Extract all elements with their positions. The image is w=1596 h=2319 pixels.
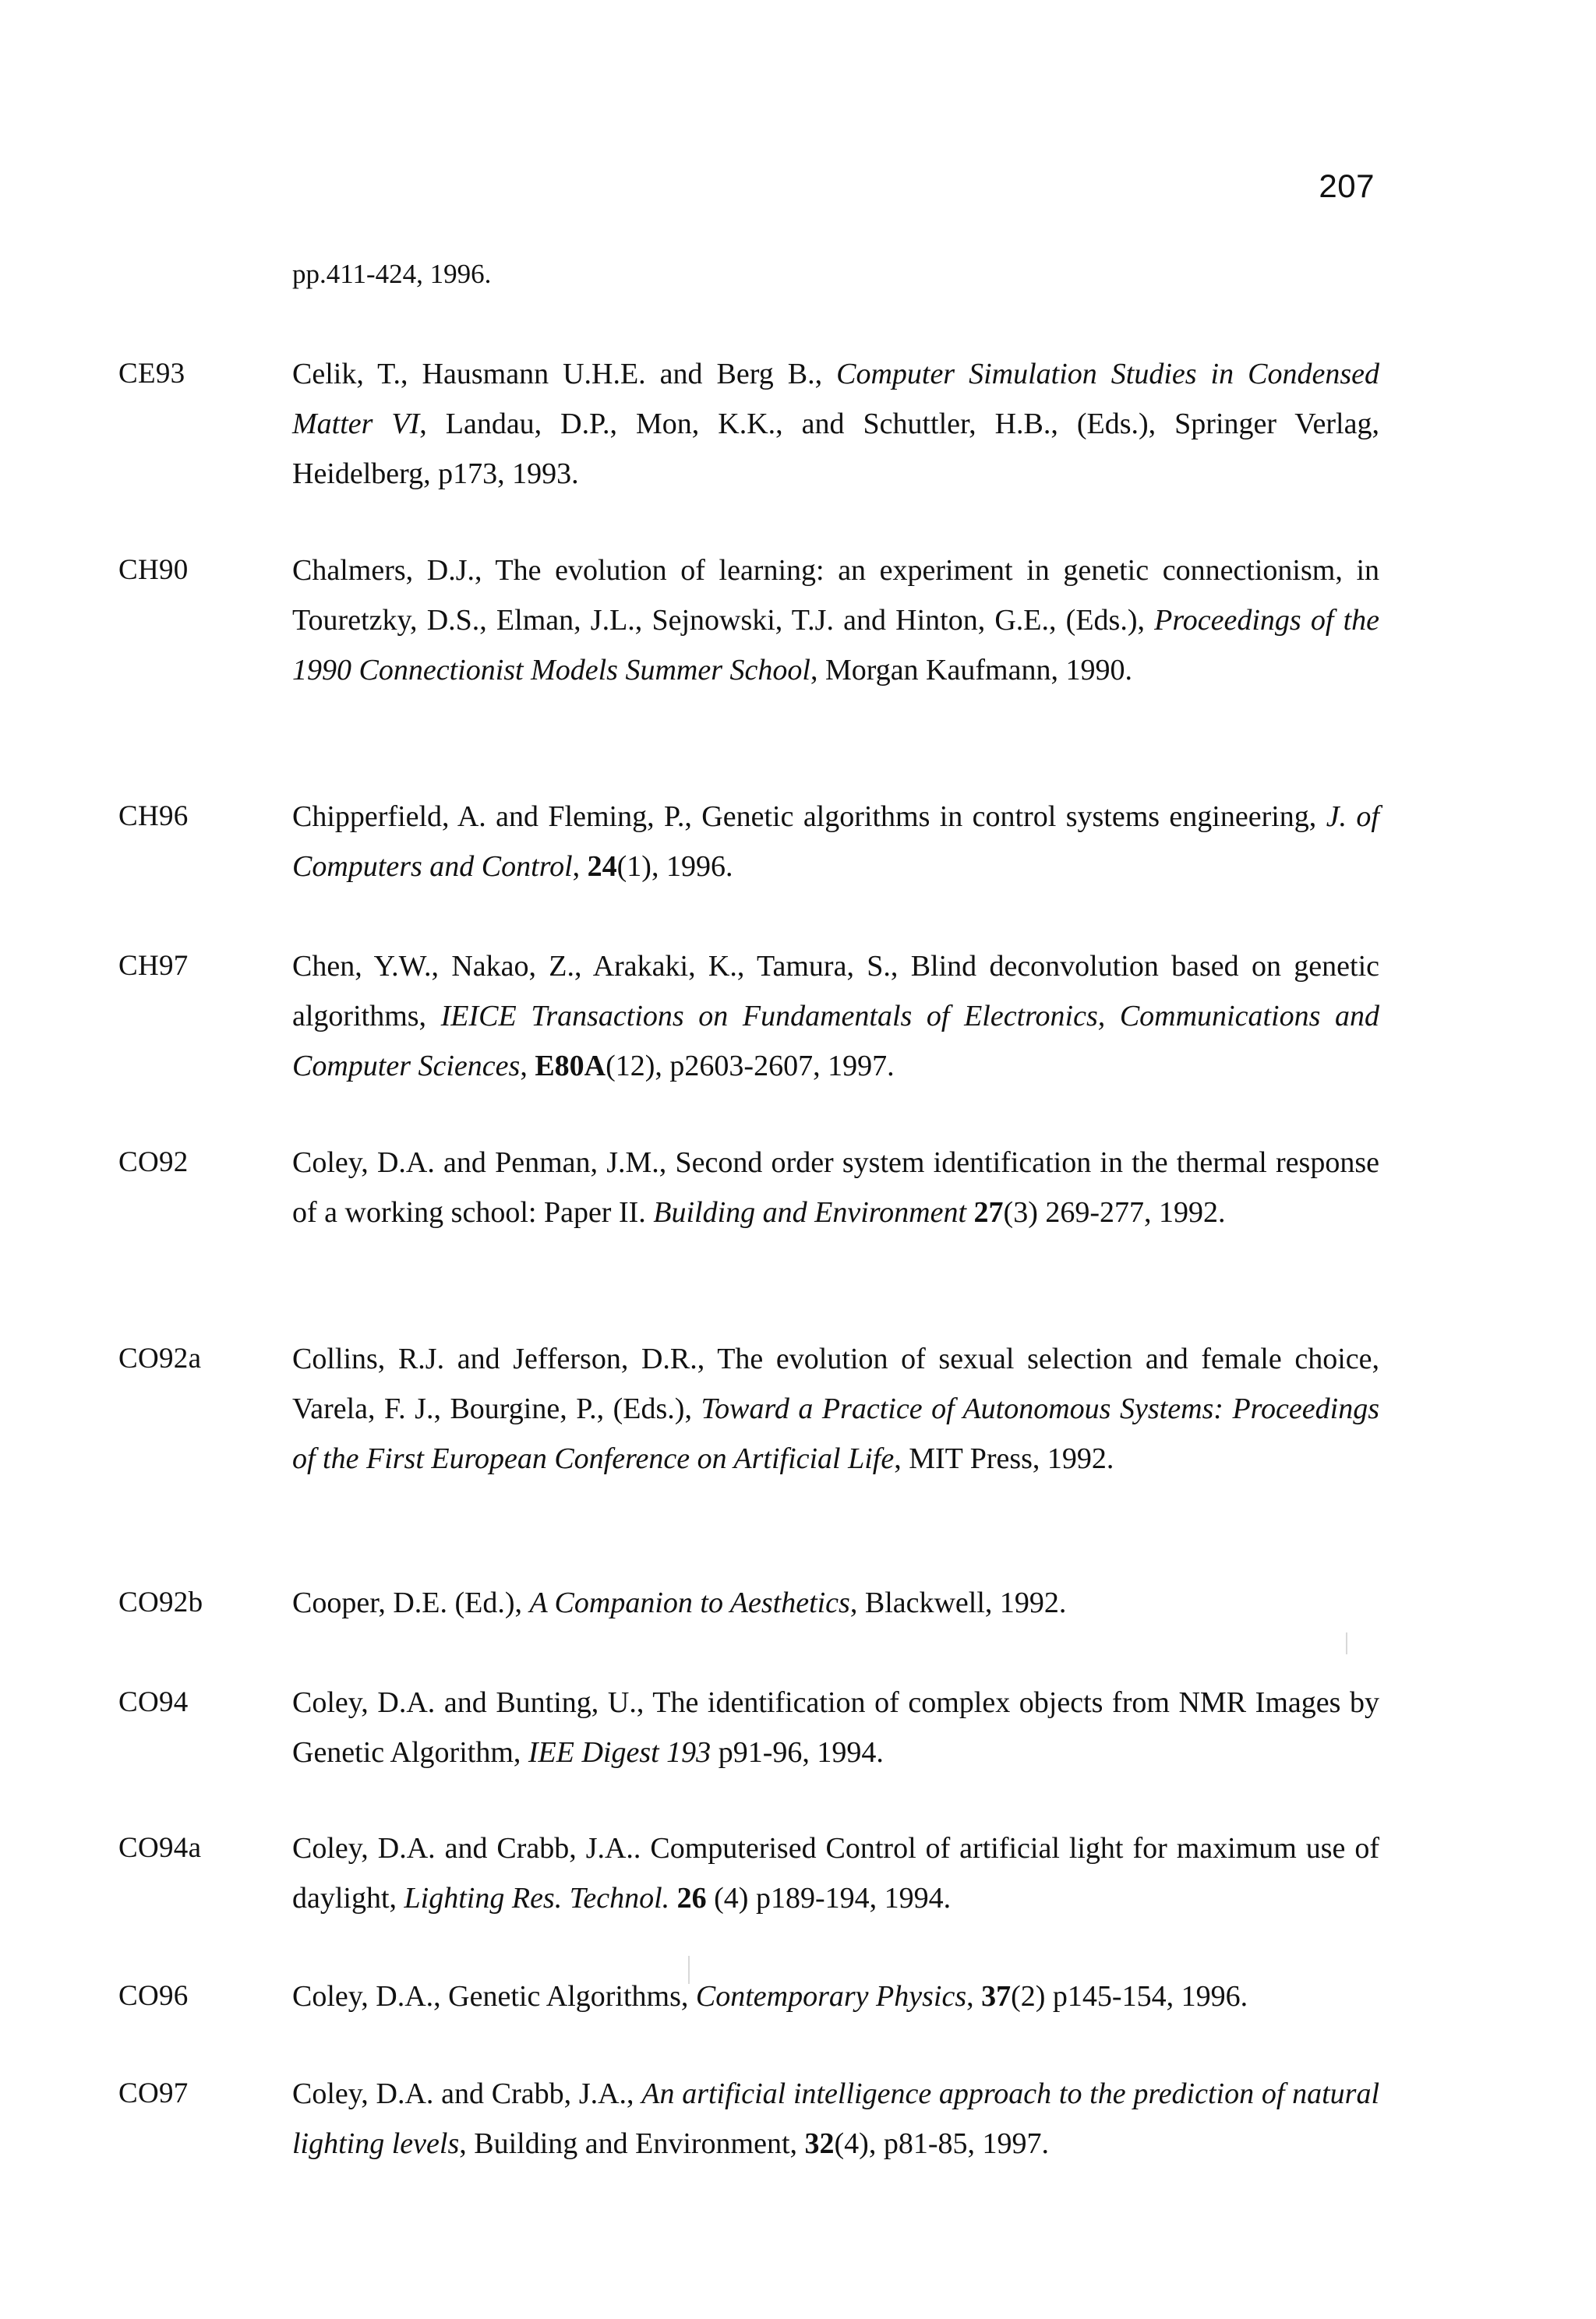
reference-text: Collins, R.J. and Jefferson, D.R., The evolution of sexual selection and female choice, Varela, F. J., Bourgine, P., (Eds.), Toward a Practice of Autonomous Systems: Proceedings of the First European Conference on Artificial Life, MIT Press, 1992.: [292, 1343, 1379, 1475]
reference-text: Coley, D.A. and Crabb, J.A.. Computerised Control of artificial light for maximum use of daylight, Lighting Res. Technol. 26 (4) p189-194, 1994.: [292, 1832, 1379, 1915]
reference-text: Coley, D.A. and Penman, J.M., Second order system identification in the thermal response of a working school: Paper II. Building and Environment 27(3) 269-277, 1992.: [292, 1146, 1379, 1229]
reference-key: CO94a: [118, 1832, 202, 1864]
reference-key: CH97: [118, 950, 189, 982]
reference-text: Cooper, D.E. (Ed.), A Companion to Aesthetics, Blackwell, 1992.: [292, 1587, 1067, 1619]
continuation-line: pp.411-424, 1996.: [292, 259, 492, 289]
page-number: 207: [1319, 168, 1375, 204]
reference-text: Coley, D.A. and Crabb, J.A., An artificial intelligence approach to the prediction of natural lighting levels, Building and Environment, 32(4), p81-85, 1997.: [292, 2077, 1380, 2160]
reference-text: Coley, D.A., Genetic Algorithms, Contemporary Physics, 37(2) p145-154, 1996.: [292, 1980, 1248, 2013]
reference-key: CO94: [118, 1686, 189, 1718]
reference-key: CO92b: [118, 1587, 203, 1618]
reference-text: Coley, D.A. and Bunting, U., The identification of complex objects from NMR Images by Genetic Algorithm, IEE Digest 193 p91-96, 1994.: [292, 1686, 1379, 1769]
reference-key: CO92a: [118, 1343, 202, 1375]
reference-text: Chen, Y.W., Nakao, Z., Arakaki, K., Tamura, S., Blind deconvolution based on genetic algorithms, IEICE Transactions on Fundamentals of Electronics, Communications and Computer Sciences, E80A(12), p2603-2607, 1997.: [292, 950, 1379, 1082]
reference-key: CH90: [118, 554, 189, 586]
reference-key: CH96: [118, 800, 189, 832]
reference-text: Chalmers, D.J., The evolution of learning: an experiment in genetic connectionism, in Touretzky, D.S., Elman, J.L., Sejnowski, T.J. and Hinton, G.E., (Eds.), Proceedings of the 1990 Connectionist Models Summer School, Morgan Kaufmann, 1990.: [292, 554, 1380, 687]
reference-key: CO96: [118, 1980, 189, 2012]
reference-text: Celik, T., Hausmann U.H.E. and Berg B., Computer Simulation Studies in Condensed Matter VI, Landau, D.P., Mon, K.K., and Schuttler, H.B., (Eds.), Springer Verlag, Heidelberg, p173, 1993.: [292, 358, 1379, 490]
reference-key: CE93: [118, 358, 185, 390]
reference-key: CO92: [118, 1146, 189, 1178]
scan-mark: [1346, 1632, 1347, 1654]
reference-key: CO97: [118, 2077, 189, 2109]
reference-text: Chipperfield, A. and Fleming, P., Genetic algorithms in control systems engineering, J. of Computers and Control, 24(1), 1996.: [292, 800, 1379, 883]
